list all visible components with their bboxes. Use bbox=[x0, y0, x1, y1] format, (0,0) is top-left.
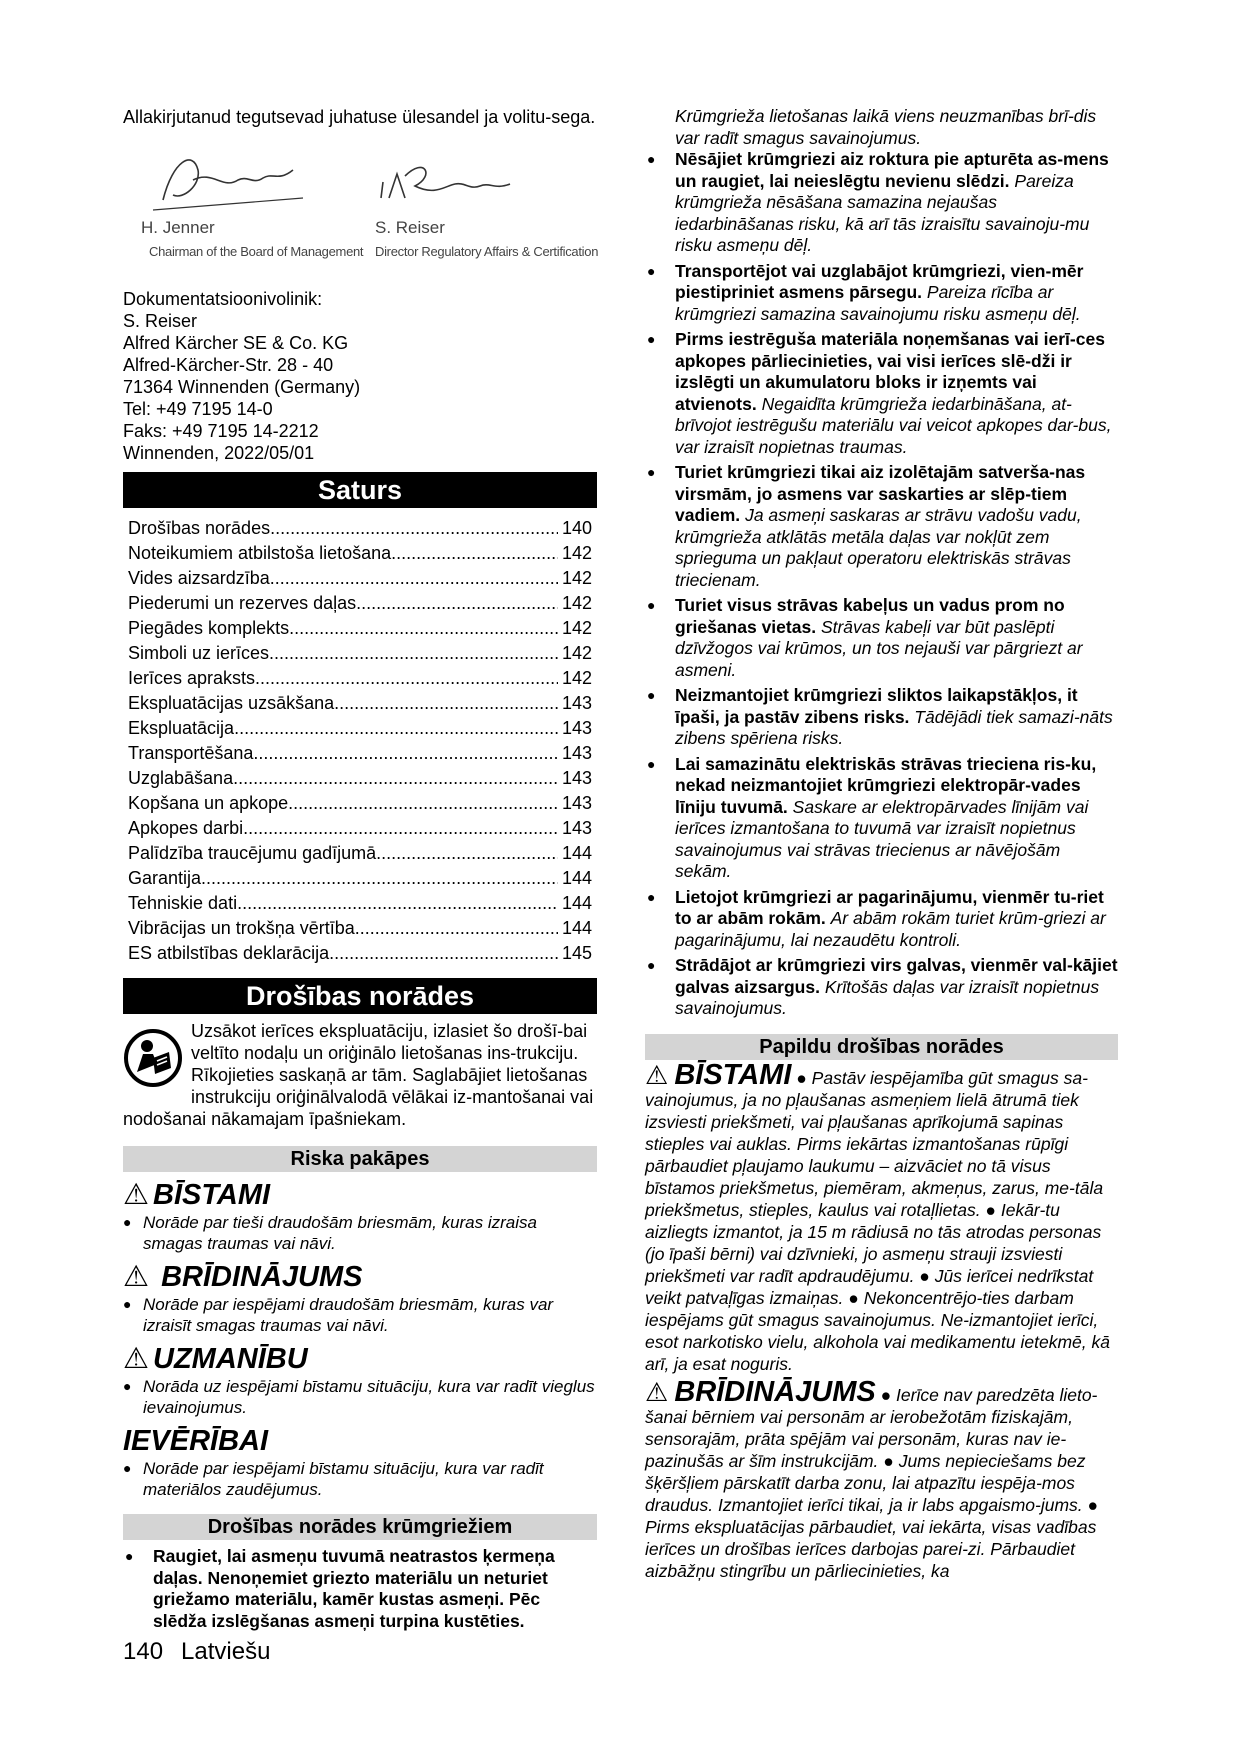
toc-page: 142 bbox=[561, 568, 592, 588]
toc-page: 143 bbox=[561, 768, 592, 788]
continued-text: Krūmgrieža lietošanas laikā viens neuzmanības brī-dis var radīt smagus savainojumus. bbox=[675, 106, 1097, 148]
address-line: Alfred Kärcher SE & Co. KG bbox=[123, 333, 349, 353]
page-footer bbox=[123, 1638, 288, 1666]
toc-entry[interactable] bbox=[123, 841, 597, 866]
bullet-italic: Ar abām rokām turiet krūm-griezi ar pagarinājumu, lai nezaudētu kontroli. bbox=[675, 908, 1106, 950]
address-line: Dokumentatsioonivolinik: bbox=[123, 289, 323, 309]
toc-page: 144 bbox=[561, 918, 592, 938]
toc-entry[interactable] bbox=[123, 791, 597, 816]
toc-page: 145 bbox=[561, 943, 592, 963]
toc-page: 140 bbox=[561, 518, 592, 538]
signature-jenner bbox=[123, 134, 364, 264]
bullet-bold: Lietojot krūmgriezi ar pagarinājumu, vienmēr tu-riet to ar abām rokām. bbox=[675, 886, 1104, 928]
bullet-italic: Saskare ar elektropārvades līnijām vai ierīces izmantošana to tuvumā var izraisīt nopietnus savainojumus vai strāvas triecienus ar nāvējošām sekām. bbox=[675, 796, 1089, 881]
signal-word-danger bbox=[123, 1178, 597, 1212]
toc-page: 142 bbox=[561, 618, 592, 638]
risk-description: ● Norāda uz iespējami bīstamu situāciju, kura var radīt vieglus ievainojumus. bbox=[123, 1376, 597, 1418]
toc-entry[interactable] bbox=[123, 766, 597, 791]
toc-label: Garantija bbox=[128, 868, 202, 888]
toc-entry[interactable] bbox=[123, 516, 597, 541]
safety-bullet bbox=[645, 462, 1118, 591]
toc-label: Drošības norādes bbox=[128, 518, 271, 538]
warning-paragraph bbox=[645, 1375, 1118, 1582]
paragraph-text: ● Ierīce nav paredzēta lieto-šanai bērniem vai personām ar ierobežotām fiziskajām, sensorajām, prāta spējām vai personām, kuras nav ie-pazinušās ar šīm instrukcijām. ● Jums nepieciešams bez šķēršļiem pārskatīt darba zonu, lai atpazītu iespēja-mos draudus. Izmantojiet ierīci tikai, ja ir labs apgaismo-jums. ● Pirms ekspluatācijas pārbaudiet, vai iekārta, visas vadības ierīces un drošības ierīces darbojas parei-zi. Pārbaudiet aizbāžņu stingrību un pārliecinieties, ka bbox=[645, 1384, 1099, 1581]
language-label: Latviešu bbox=[181, 1638, 271, 1665]
toc-page: 143 bbox=[561, 793, 592, 813]
toc-label: Apkopes darbi bbox=[128, 818, 244, 838]
signatory-name: H. Jenner bbox=[141, 218, 215, 237]
toc-entry[interactable] bbox=[123, 566, 597, 591]
signal-word-text: UZMANĪBU bbox=[153, 1343, 308, 1375]
signal-word-text: BRĪDINĀJUMS bbox=[674, 1375, 876, 1408]
toc-label: Ierīces apraksts bbox=[128, 668, 256, 688]
toc-label: Kopšana un apkope bbox=[128, 793, 289, 813]
toc-label: Uzglabāšana bbox=[128, 768, 234, 788]
bullet-italic: Ja asmeņi saskaras ar strāvu vadošu vadu, krūmgrieža atklātās metāla daļas var nokļūt zem sprieguma un pakļaut operatoru elektriskās strāvas triecienam. bbox=[675, 505, 1082, 590]
toc-label: Tehniskie dati bbox=[128, 893, 238, 913]
address-line: Tel: +49 7195 14-0 bbox=[123, 399, 273, 419]
address-line: Winnenden, 2022/05/01 bbox=[123, 443, 315, 463]
paragraph-text: ● Pastāv iespējamība gūt smagus sa-vainojumus, ja no pļaušanas asmeņiem lielā ātrumā tiek izsviesti priekšmeti, vai pļaušanas aprīkojumā sapinas stieples vai auklas. Pirms iekārtas izmantošanas rūpīgi pārbaudiet pļaujamo laukumu – aizvāciet no tā visus bīstamos priekšmetus, piemēram, akmeņus, zarus, me-tāla priekšmetus, stieples, kaulus vai rotaļlietas. ● Iekār-tu aizliegts izmantot, ja 15 m rādiusā no tās atrodas personas (jo īpaši bērni) vai dzīvnieki, jo asmeņu strauji izsviesti priekšmeti var radīt apdraudējumu. ● Jūs ierīcei nedrīkstat veikt patvaļīgas izmaiņas. ● Nekoncentrējo-ties darbam iespējams gūt smagus savainojumus. Ne-izmantojiet ierīci, esot narkotisko vielu, alkohola vai medikamentu ietekmē, kā arī, ja esat noguris. bbox=[645, 1067, 1110, 1374]
toc-entry[interactable] bbox=[123, 716, 597, 741]
toc-entry[interactable] bbox=[123, 691, 597, 716]
address-line: Faks: +49 7195 14-2212 bbox=[123, 421, 319, 441]
toc-page: 144 bbox=[561, 893, 592, 913]
handwritten-signature-icon bbox=[375, 146, 525, 226]
address-line: 71364 Winnenden (Germany) bbox=[123, 377, 361, 397]
toc-label: Noteikumiem atbilstoša lietošana bbox=[128, 543, 392, 563]
bullet-italic: Krītošās daļas var izraisīt nopietnus savainojumus. bbox=[675, 976, 1100, 1018]
bullet-bold: Nēsājiet krūmgriezi aiz roktura pie apturēta as-mens un raugiet, lai neieslēgtu nevienu slēdzi. bbox=[675, 149, 1109, 191]
signal-word-text: BRĪDINĀJUMS bbox=[161, 1261, 363, 1293]
toc-label: Transportēšana bbox=[128, 743, 254, 763]
safety-bullet bbox=[645, 595, 1118, 681]
signal-word-caution bbox=[123, 1342, 597, 1376]
toc-label: Ekspluatācija bbox=[128, 718, 235, 738]
safety-bullet bbox=[645, 955, 1118, 1020]
bullet-bold: Lai samazinātu elektriskās strāvas trieciena ris-ku, nekad neizmantojiet krūmgriezi elektropār-vades līniju tuvumā. bbox=[675, 753, 1097, 817]
safety-intro bbox=[123, 1020, 597, 1130]
extra-safety-heading: Papildu drošības norādes bbox=[645, 1034, 1118, 1060]
toc-label: Palīdzība traucējumu gadījumā bbox=[128, 843, 377, 863]
toc-label: Piederumi un rezerves daļas bbox=[128, 593, 357, 613]
address-block bbox=[123, 288, 597, 464]
handwritten-signature-icon bbox=[143, 140, 313, 220]
toc-page: 144 bbox=[561, 868, 592, 888]
safety-bullet bbox=[645, 887, 1118, 952]
toc-entry[interactable] bbox=[123, 741, 597, 766]
safety-bullet bbox=[645, 261, 1118, 326]
danger-paragraph bbox=[645, 1058, 1118, 1375]
signature-block bbox=[123, 134, 597, 284]
toc-page: 142 bbox=[561, 593, 592, 613]
page-number: 140 bbox=[123, 1638, 164, 1665]
signal-word-notice: IEVĒRĪBAI bbox=[123, 1425, 269, 1457]
toc-page: 143 bbox=[561, 718, 592, 738]
bullet-italic: Pareiza rīcība ar krūmgriezi samazina savainojumu risku asmeņu dēļ. bbox=[675, 282, 1081, 324]
toc-entry[interactable] bbox=[123, 541, 597, 566]
toc-entry[interactable] bbox=[123, 891, 597, 916]
bullet-bold: Transportējot vai uzglabājot krūmgriezi, vien-mēr piestipriniet asmens pārsegu. bbox=[675, 260, 1084, 302]
safety-bullet bbox=[645, 329, 1118, 458]
bullet-bold: Turiet visus strāvas kabeļus un vadus prom no griešanas vietas. bbox=[675, 595, 1065, 637]
signal-word-warning bbox=[123, 1260, 597, 1294]
address-line: Alfred-Kärcher-Str. 28 - 40 bbox=[123, 355, 334, 375]
toc-page: 144 bbox=[561, 843, 592, 863]
safety-bullet bbox=[645, 149, 1118, 257]
toc-page: 142 bbox=[561, 668, 592, 688]
toc-entry[interactable] bbox=[123, 816, 597, 841]
toc-entry[interactable] bbox=[123, 916, 597, 941]
bullet-bold: Pirms iestrēguša materiāla noņemšanas vai ierī-ces apkopes pārliecinieties, vai visi ierīces slē-dži ir izslēgti un akumulatoru bloks ir izņemts vai atvienots. bbox=[675, 329, 1105, 414]
toc-entry[interactable] bbox=[123, 666, 597, 691]
toc-label: Piegādes komplekts bbox=[128, 618, 290, 638]
warning-triangle-icon: ⚠ bbox=[123, 1179, 149, 1211]
signatory-title: Director Regulatory Affairs & Certification bbox=[375, 244, 599, 259]
warning-triangle-icon: ⚠ bbox=[645, 1059, 669, 1090]
toc-page: 143 bbox=[561, 693, 592, 713]
left-column bbox=[123, 106, 597, 1632]
bullet-italic: Pareiza krūmgrieža nēsāšana samazina nejaušas iedarbināšanas risku, kā arī tās izraisītu savainoju-mu risku asmeņu dēļ. bbox=[675, 170, 1090, 255]
toc-label: Vides aizsardzība bbox=[128, 568, 270, 588]
safety-bullet bbox=[645, 685, 1118, 750]
toc-entry[interactable] bbox=[123, 641, 597, 666]
toc-entry[interactable] bbox=[123, 591, 597, 616]
toc-entry[interactable] bbox=[123, 616, 597, 641]
bullet-italic: Strāvas kabeļi var būt paslēpti dzīvžogos vai krūmos, un tos nejauši var pārgriezt ar asmeni. bbox=[675, 616, 1083, 680]
safety-intro-text: Uzsākot ierīces ekspluatāciju, izlasiet šo drošī-bai veltīto nodaļu un oriģinālo lietošanas ins-trukciju. Rīkojieties saskaņā ar tām. Saglabājiet lietošanas instrukciju oriģinālvalodā vēlākai iz-mantošanai vai nodošanai nākamajam īpašniekam. bbox=[123, 1021, 594, 1129]
toc-heading: Saturs bbox=[123, 472, 597, 508]
signal-word-text: BĪSTAMI bbox=[153, 1179, 271, 1211]
risk-description: ● Norāde par iespējami draudošām briesmām, kuras var izraisīt smagas traumas vai nāvi. bbox=[123, 1294, 597, 1336]
signal-word-text: BĪSTAMI bbox=[674, 1058, 792, 1091]
toc-page: 143 bbox=[561, 818, 592, 838]
toc-entry[interactable] bbox=[123, 941, 597, 966]
toc-label: ES atbilstības deklarācija bbox=[128, 943, 330, 963]
risk-description: ● Norāde par iespējami bīstamu situāciju, kura var radīt materiālos zaudējumus. bbox=[123, 1458, 597, 1500]
safety-heading: Drošības norādes bbox=[123, 978, 597, 1014]
signatory-name: S. Reiser bbox=[375, 218, 445, 237]
right-column bbox=[645, 106, 1118, 1582]
signatory-title: Chairman of the Board of Management bbox=[149, 244, 364, 259]
warning-triangle-icon: ⚠ bbox=[645, 1376, 669, 1407]
hedge-safety-bullet: ● Raugiet, lai asmeņu tuvumā neatrastos ķermeņa daļas. Nenoņemiet griezto materiālu un neturiet griežamo materiālu, kamēr kustas asmeņi. Pēc slēdža izslēgšanas asmeņi turpina kustēties. bbox=[123, 1546, 597, 1632]
bullet-italic: Tādējādi tiek samazi-nāts zibens spēriena risks. bbox=[675, 706, 1113, 748]
toc-page: 142 bbox=[561, 543, 592, 563]
warning-triangle-icon: ⚠ bbox=[123, 1261, 149, 1293]
warning-triangle-icon: ⚠ bbox=[123, 1343, 149, 1375]
signature-reiser bbox=[375, 134, 605, 264]
table-of-contents bbox=[123, 516, 597, 966]
hedge-safety-heading: Drošības norādes krūmgriežiem bbox=[123, 1514, 597, 1540]
toc-label: Ekspluatācijas uzsākšana bbox=[128, 693, 335, 713]
address-line: S. Reiser bbox=[123, 311, 198, 331]
toc-label: Vibrācijas un trokšņa vērtība bbox=[128, 918, 355, 938]
read-manual-icon bbox=[123, 1028, 183, 1088]
toc-page: 142 bbox=[561, 643, 592, 663]
bullet-italic: Negaidīta krūmgrieža iedarbināšana, at-brīvojot iestrēgušu materiālu vai veicot apkopes dar-bus, var izraisīt nopietnas traumas. bbox=[675, 393, 1112, 457]
toc-entry[interactable] bbox=[123, 866, 597, 891]
safety-bullet bbox=[645, 754, 1118, 883]
bullet-bold: Neizmantojiet krūmgriezi sliktos laikapstākļos, it īpaši, ja pastāv zibens risks. bbox=[675, 685, 1078, 727]
toc-label: Simboli uz ierīces bbox=[128, 643, 270, 663]
bullet-bold: Turiet krūmgriezi tikai aiz izolētajām satverša-nas virsmām, jo asmens var saskarties ar slēp-tiem vadiem. bbox=[675, 462, 1086, 525]
toc-page: 143 bbox=[561, 743, 592, 763]
declaration-text: Allakirjutanud tegutsevad juhatuse ülesandel ja volitu-sega. bbox=[123, 107, 596, 127]
risk-description: ● Norāde par tieši draudošām briesmām, kuras izraisa smagas traumas vai nāvi. bbox=[123, 1212, 597, 1254]
risk-heading: Riska pakāpes bbox=[123, 1146, 597, 1172]
bullet-bold: Strādājot ar krūmgriezi virs galvas, vienmēr val-kājiet galvas aizsargus. bbox=[675, 955, 1118, 997]
